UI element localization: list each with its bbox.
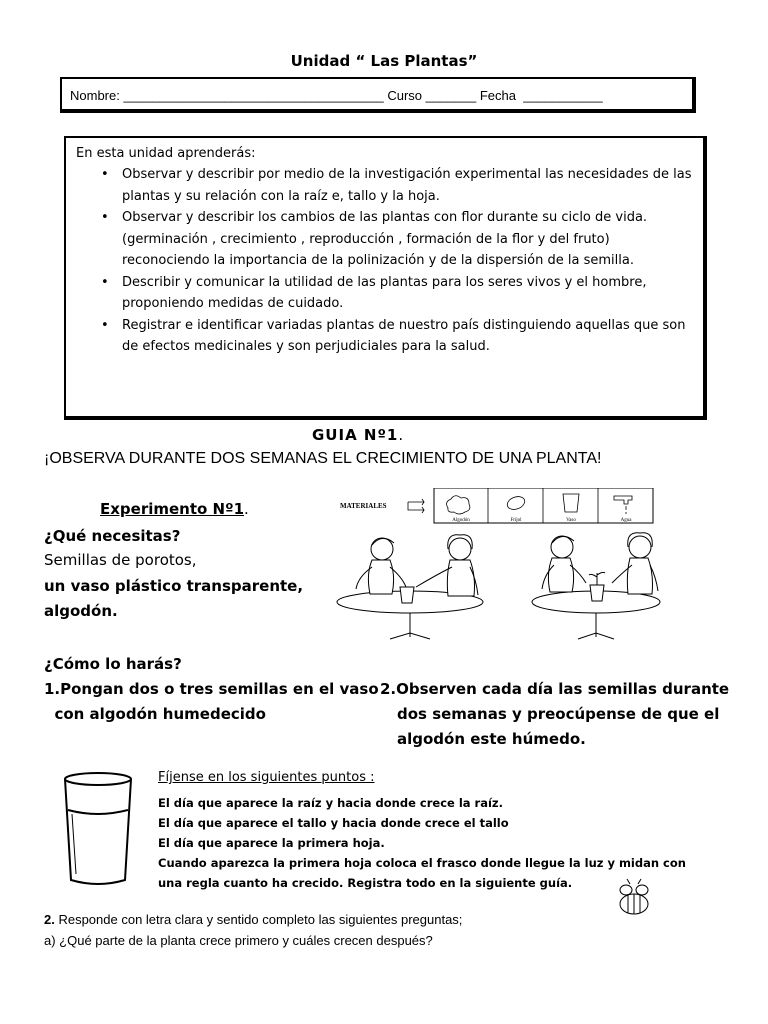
guide-label: GUIA Nº1 [312, 426, 399, 444]
faucet-icon [614, 496, 632, 514]
step-1-line: 1.Pongan dos o tres semillas en el vaso [44, 680, 379, 698]
question-2 [44, 912, 462, 927]
objectives-intro: En esta unidad aprenderás: [76, 146, 256, 161]
step-2-line: algodón este húmedo. [397, 730, 586, 748]
experiment-dot: . [244, 500, 249, 518]
bean-icon [505, 494, 526, 511]
question-2-number: 2. [44, 912, 55, 927]
materials-header: MATERIALES [340, 502, 387, 510]
need-item: algodón. [44, 602, 118, 620]
arrow-icon [408, 499, 424, 513]
point-line: Cuando aparezca la primera hoja coloca el frasco donde llegue la luz y midan con [158, 856, 686, 870]
bee-illustration [612, 878, 656, 918]
point-line: El día que aparece la primera hoja. [158, 836, 385, 850]
point-line: El día que aparece la raíz y hacia donde crece la raíz. [158, 796, 503, 810]
observe-heading: ¡OBSERVA DURANTE DOS SEMANAS EL CRECIMIENTO DE UNA PLANTA! [44, 450, 602, 467]
material-label: Vaso [566, 518, 576, 523]
experiment-heading [100, 500, 249, 518]
material-label: Fríjol [510, 518, 522, 523]
material-label: Agua [620, 518, 632, 523]
question-2a: a) ¿Qué parte de la planta crece primero y cuáles crecen después? [44, 933, 433, 948]
guide-heading [312, 426, 404, 444]
student-info-line: Nombre: ____________________________________ Curso _______ Fecha ___________ [70, 88, 603, 103]
children-experiment-illustration [334, 527, 668, 643]
step-1-line: con algodón humedecido [44, 705, 266, 723]
objective-item: • Observar y describir por medio de la investigación experimental las necesidades de las plantas y su relación con la raíz e, tallo y la hoja. [76, 164, 696, 207]
objective-item: • Registrar e identificar variadas plantas de nuestro país distinguiendo aquellas que son de efectos medicinales y son perjudiciales para la salud. [76, 315, 696, 358]
step-2-line: dos semanas y preocúpense de que el [397, 705, 720, 723]
objective-item: • Describir y comunicar la utilidad de las plantas para los seres vivos y el hombre, proponiendo medidas de cuidado. [76, 272, 696, 315]
point-line: El día que aparece el tallo y hacia donde crece el tallo [158, 816, 509, 830]
glass-icon [563, 494, 579, 512]
step-2-line: 2.Observen cada día las semillas durante [380, 680, 730, 698]
objectives-list [76, 164, 696, 358]
guide-dot: . [398, 426, 405, 444]
material-label: Algodón [452, 518, 470, 523]
need-item: un vaso plástico transparente, [44, 577, 304, 595]
question-2-text: Responde con letra clara y sentido completo las siguientes preguntas; [54, 912, 463, 927]
cotton-icon [447, 496, 470, 514]
unit-title: Unidad “ Las Plantas” [290, 52, 478, 70]
need-item: Semillas de porotos, [44, 551, 197, 569]
point-line: una regla cuanto ha crecido. Registra todo en la siguiente guía. [158, 876, 573, 890]
how-question: ¿Cómo lo harás? [44, 655, 182, 673]
needs-question: ¿Qué necesitas? [44, 527, 181, 545]
experiment-title: Experimento Nº1 [100, 500, 245, 518]
objective-item: • Observar y describir los cambios de las plantas con flor durante su ciclo de vida. (germinación , crecimiento , reproducción , formación de la flor y del fruto) reconociendo la importancia de la polinización y de la dispersión de la semilla. [76, 207, 696, 272]
glass-of-water-illustration [62, 770, 134, 888]
points-title: Fíjense en los siguientes puntos : [158, 770, 375, 785]
materials-strip [336, 488, 654, 524]
